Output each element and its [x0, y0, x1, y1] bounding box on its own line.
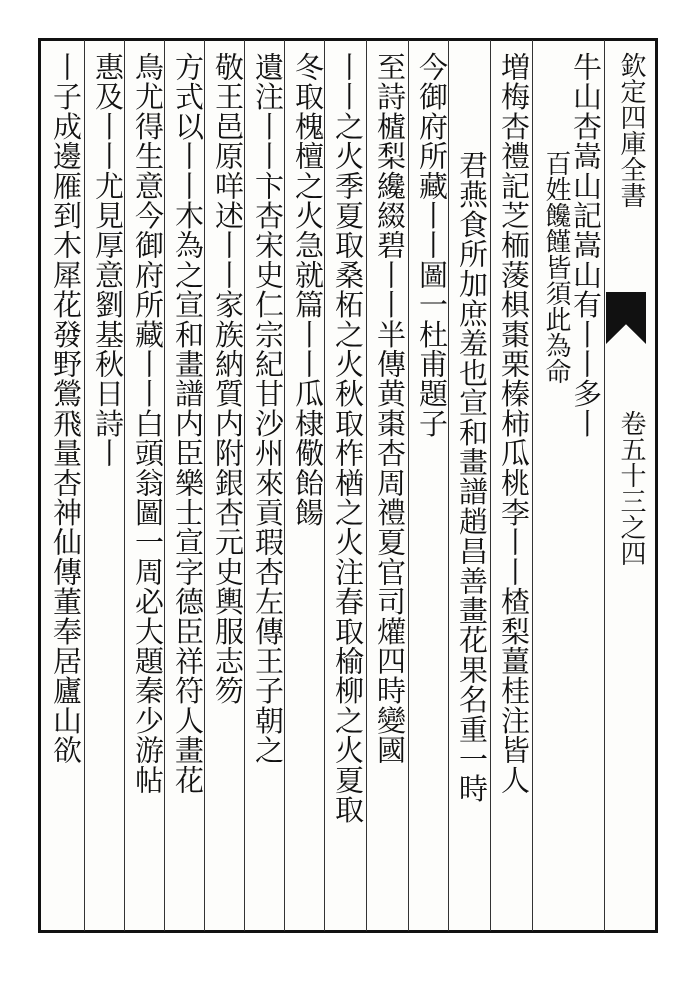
text-column-5: 今御府所藏丨丨圖一杜甫題子	[415, 52, 449, 439]
text-column-9: 遺注丨丨卞杏宋史仁宗紀甘沙州來貢瑕杏左傳王子朝之	[251, 52, 285, 765]
text-column-6: 至詩樝梨纔綴碧丨丨半傳黄棗杏周禮夏官司爟四時變國	[373, 52, 407, 765]
text-column-7: 丨丨之火季夏取桑柘之火秋取柞楢之火注春取榆柳之火夏取	[331, 52, 365, 825]
text-column-14: 丨子成邊雁到木犀花發野鶯飛量杏神仙傳董奉居廬山欲	[49, 52, 83, 765]
text-column-8: 冬取槐檀之火急就篇丨丨瓜棣儆飴餳	[291, 52, 325, 528]
text-column-11: 方式以丨丨木為之宣和畫譜内臣樂士宣字德臣祥符人畫花	[171, 52, 205, 795]
volume-label: 卷五十三之四	[616, 410, 646, 566]
text-column-10: 敬王邑原咩述丨丨家族納質内附銀杏元史輿服志笏	[211, 52, 245, 706]
text-column-2: 百姓饞饉皆須此為命	[541, 150, 571, 384]
text-column-12: 鳥尤得生意今御府所藏丨丨白頭翁圖一周必大題秦少游帖	[131, 52, 165, 795]
book-title: 欽定四庫全書	[616, 52, 646, 208]
text-column-4: 君燕食所加庶羞也宣和畫譜趙昌善畫花果名重一時	[455, 150, 489, 804]
text-column-13: 惠及丨丨尤見厚意劉基秋日詩丨	[91, 52, 125, 468]
text-column-1: 牛山杏嵩山記嵩山有丨丨多丨	[569, 52, 603, 439]
text-column-3: 増梅杏禮記芝栭蔆椇棗栗榛柿瓜桃李丨丨楂梨薑桂注皆人	[497, 52, 531, 795]
